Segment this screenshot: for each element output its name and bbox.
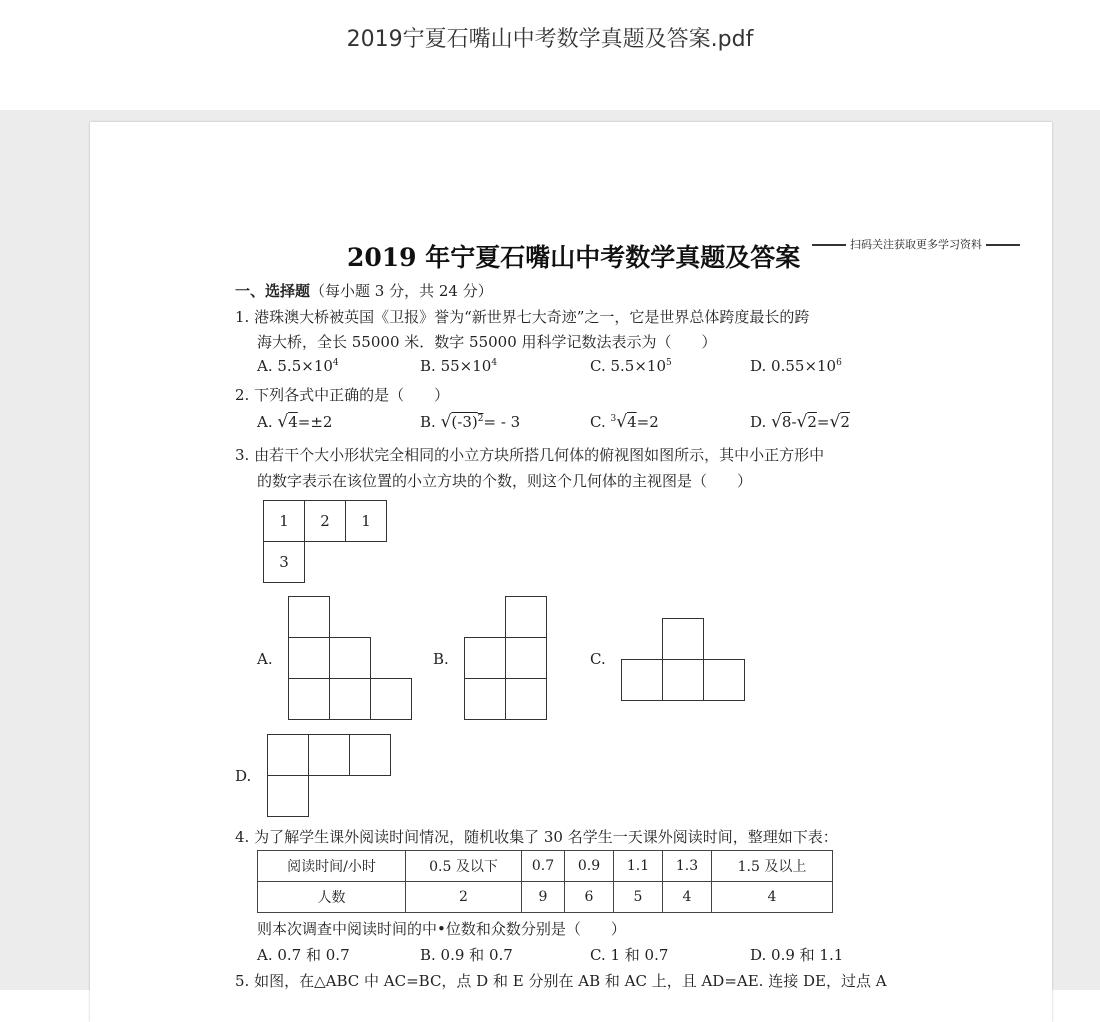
cube-square <box>662 618 704 660</box>
top-view-cell: 1 <box>263 500 305 542</box>
pdf-page <box>90 122 1052 1022</box>
table-header-cell: 1.1 <box>614 851 663 882</box>
cube-square <box>662 659 704 701</box>
table-header-cell: 1.5 及以上 <box>712 851 833 882</box>
q4-option-b: B. 0.9 和 0.7 <box>420 946 513 964</box>
q2-option-a: A. √4=±2 <box>257 412 333 432</box>
cube-square <box>703 659 745 701</box>
cube-square <box>267 734 309 776</box>
q4-after-text: 则本次调查中阅读时间的中•位数和众数分别是（ ） <box>257 920 626 938</box>
q2-option-b: B. $√(-3)^2= - 3$ <box>420 412 521 432</box>
q2-option-d: D. √8-√2=√2 <box>750 412 850 432</box>
top-view-cell: 1 <box>345 500 387 542</box>
file-title: 2019宁夏石嘴山中考数学真题及答案.pdf <box>346 27 754 52</box>
top-view-cell: 3 <box>263 541 305 583</box>
q3-text-1: 3. 由若干个大小形状完全相同的小立方块所搭几何体的俯视图如图所示，其中小正方形中 <box>235 446 825 464</box>
cube-square <box>464 678 506 720</box>
q3-option-b-label: B. <box>433 650 449 668</box>
table-cell: 2 <box>406 882 522 913</box>
q4-option-a: A. 0.7 和 0.7 <box>257 946 350 964</box>
q3-option-d-label: D. <box>235 767 252 785</box>
cube-square <box>329 678 371 720</box>
q2-text: 2. 下列各式中正确的是（ ） <box>235 386 450 404</box>
table-cell: 5 <box>614 882 663 913</box>
section-heading: 一、选择题（每小题 3 分，共 24 分） <box>235 282 493 300</box>
q4-text: 4. 为了解学生课外阅读时间情况，随机收集了 30 名学生一天课外阅读时间，整理如下表： <box>235 828 838 846</box>
cube-square <box>505 678 547 720</box>
q4-option-c: C. 1 和 0.7 <box>590 946 669 964</box>
table-header-cell: 1.3 <box>663 851 712 882</box>
cube-square <box>464 637 506 679</box>
cube-square <box>505 637 547 679</box>
reading-time-table <box>257 850 833 913</box>
cube-square <box>505 596 547 638</box>
cube-square <box>308 734 350 776</box>
top-view-cell: 2 <box>304 500 346 542</box>
cube-square <box>329 637 371 679</box>
q1-option-d: D. $0.55\times 10^6$ <box>750 357 842 375</box>
cube-square <box>621 659 663 701</box>
cube-square <box>288 637 330 679</box>
table-cell: 4 <box>663 882 712 913</box>
cube-square <box>349 734 391 776</box>
q1-option-b: B. $55\times 10^4$ <box>420 357 498 375</box>
q3-option-c-label: C. <box>590 650 606 668</box>
table-header-cell: 0.9 <box>565 851 614 882</box>
document-title: 2019 年宁夏石嘴山中考数学真题及答案 <box>347 243 801 272</box>
table-header-cell: 阅读时间/小时 <box>258 851 406 882</box>
document-viewer[interactable] <box>0 110 1100 990</box>
q2-option-c: C. $^3$√4=2 <box>590 412 659 432</box>
table-cell: 人数 <box>258 882 406 913</box>
table-cell: 6 <box>565 882 614 913</box>
title-bar <box>0 0 1100 110</box>
table-header-cell: 0.5 及以下 <box>406 851 522 882</box>
table-row <box>258 851 833 882</box>
q4-option-d: D. 0.9 和 1.1 <box>750 946 844 964</box>
q1-text-2: 海大桥，全长 55000 米．数字 55000 用科学记数法表示为（ ） <box>257 333 717 351</box>
q3-text-2: 的数字表示在该位置的小立方块的个数，则这个几何体的主视图是（ ） <box>257 472 753 490</box>
q5-text: 5. 如图，在△ABC 中 AC=BC，点 D 和 E 分别在 AB 和 AC 上，且 AD=AE. 连接 DE，过点 A <box>235 972 887 990</box>
table-header-cell: 0.7 <box>522 851 565 882</box>
cube-square <box>267 775 309 817</box>
q1-text-1: 1. 港珠澳大桥被英国《卫报》誉为“新世界七大奇迹”之一，它是世界总体跨度最长的跨 <box>235 308 810 326</box>
cube-square <box>288 596 330 638</box>
cube-square <box>370 678 412 720</box>
table-cell: 4 <box>712 882 833 913</box>
table-row <box>258 882 833 913</box>
q1-option-c: C. $5.5\times 10^5$ <box>590 357 672 375</box>
cube-square <box>288 678 330 720</box>
watermark: 扫码关注获取更多学习资料 <box>808 236 1024 252</box>
q3-option-a-label: A. <box>257 650 273 668</box>
q1-option-a: A. $5.5\times 10^4$ <box>257 357 339 375</box>
table-cell: 9 <box>522 882 565 913</box>
